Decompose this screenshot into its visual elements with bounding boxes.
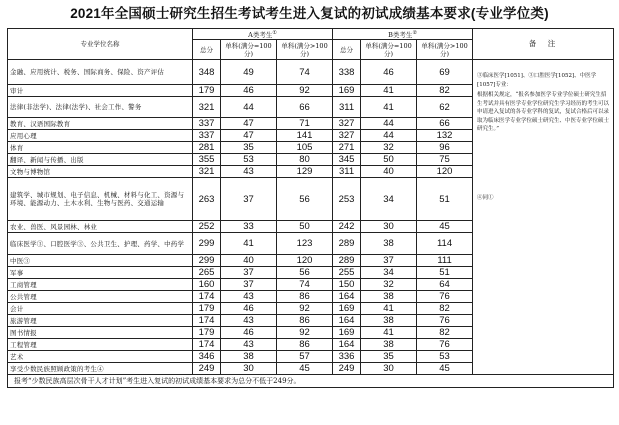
cell-b-total: 164 <box>333 291 361 303</box>
cell-b-s1: 40 <box>361 166 417 178</box>
cell-b-s1: 37 <box>361 255 417 267</box>
cell-b-s1: 41 <box>361 303 417 315</box>
cell-b-s1: 32 <box>361 279 417 291</box>
cell-a-s1: 46 <box>221 85 277 97</box>
cell-b-s1: 41 <box>361 85 417 97</box>
cell-a-s2: 92 <box>277 327 333 339</box>
cell-b-s1: 34 <box>361 178 417 221</box>
cell-a-s1: 35 <box>221 142 277 154</box>
cell-b-s2: 62 <box>417 97 473 118</box>
row-name: 会计 <box>8 303 193 315</box>
cell-a-s1: 43 <box>221 291 277 303</box>
row-name: 建筑学、城市规划、电子信息、机械、材料与化工、资源与环境、能源动力、土木水利、生物与医药、交通运输 <box>8 178 193 221</box>
cell-a-total: 299 <box>193 255 221 267</box>
cell-a-s1: 43 <box>221 315 277 327</box>
cell-b-s1: 30 <box>361 221 417 233</box>
cell-b-s2: 51 <box>417 178 473 221</box>
row-name: 享受少数民族照顾政策的考生④ <box>8 363 193 375</box>
cell-a-s1: 53 <box>221 154 277 166</box>
cell-a-s1: 43 <box>221 339 277 351</box>
cell-b-s2: 51 <box>417 267 473 279</box>
cell-a-s2: 92 <box>277 303 333 315</box>
cell-b-s2: 45 <box>417 221 473 233</box>
note-line: ④同① <box>477 194 494 201</box>
cell-b-total: 242 <box>333 221 361 233</box>
header-a-total: 总分 <box>193 40 221 60</box>
row-name: 旅游管理 <box>8 315 193 327</box>
cell-a-s1: 47 <box>221 118 277 130</box>
header-a-single-gt100: 单科(满分>100分) <box>277 40 333 60</box>
table-row <box>8 60 614 85</box>
cell-a-s1: 30 <box>221 363 277 375</box>
cell-b-s2: 82 <box>417 303 473 315</box>
cell-a-s1: 37 <box>221 279 277 291</box>
row-name: 临床医学③、口腔医学③、公共卫生、护理、药学、中药学 <box>8 233 193 255</box>
cell-b-total: 311 <box>333 97 361 118</box>
row-name: 体育 <box>8 142 193 154</box>
cell-a-total: 252 <box>193 221 221 233</box>
cell-a-s2: 71 <box>277 118 333 130</box>
cell-b-total: 336 <box>333 351 361 363</box>
cell-a-s1: 43 <box>221 166 277 178</box>
note-line: 根据相关规定，“报名参加医学专业学位硕士研究生招生考试并具有医学专业学位研究生学习经历的考生可以申请进入复试的各专业学科的复试，复试合格后可以录取为临床医学专业学位硕士研究生、中医专业学位硕士研究生。” <box>477 92 610 133</box>
cell-a-s1: 37 <box>221 178 277 221</box>
cell-b-s1: 38 <box>361 233 417 255</box>
cell-a-s1: 46 <box>221 303 277 315</box>
cell-a-s2: 74 <box>277 60 333 85</box>
cell-a-total: 355 <box>193 154 221 166</box>
cell-a-total: 174 <box>193 315 221 327</box>
cell-a-s2: 86 <box>277 291 333 303</box>
cell-b-total: 169 <box>333 85 361 97</box>
cell-a-total: 179 <box>193 327 221 339</box>
cell-b-total: 164 <box>333 339 361 351</box>
cell-b-total: 169 <box>333 303 361 315</box>
row-name: 金融、应用统计、税务、国际商务、保险、资产评估 <box>8 60 193 85</box>
cell-a-total: 174 <box>193 339 221 351</box>
cell-a-s2: 123 <box>277 233 333 255</box>
header-group-b: B类考生② <box>333 29 473 40</box>
cell-b-s1: 38 <box>361 291 417 303</box>
cell-a-total: 337 <box>193 130 221 142</box>
cell-b-s1: 38 <box>361 315 417 327</box>
row-name: 艺术 <box>8 351 193 363</box>
cell-b-total: 311 <box>333 166 361 178</box>
cell-a-total: 346 <box>193 351 221 363</box>
row-name: 军事 <box>8 267 193 279</box>
header-b-single-100: 单科(满分=100分) <box>361 40 417 60</box>
cell-a-s1: 41 <box>221 233 277 255</box>
cell-b-s1: 30 <box>361 363 417 375</box>
cell-b-total: 249 <box>333 363 361 375</box>
header-b-total: 总分 <box>333 40 361 60</box>
cell-b-s2: 64 <box>417 279 473 291</box>
cell-a-s1: 46 <box>221 327 277 339</box>
cell-a-s1: 40 <box>221 255 277 267</box>
cell-b-total: 338 <box>333 60 361 85</box>
row-name: 农业、兽医、风景园林、林业 <box>8 221 193 233</box>
cell-a-total: 263 <box>193 178 221 221</box>
cell-a-total: 174 <box>193 291 221 303</box>
cell-b-total: 345 <box>333 154 361 166</box>
row-name: 工程管理 <box>8 339 193 351</box>
header-note: 备 注 <box>473 29 614 60</box>
cell-a-total: 249 <box>193 363 221 375</box>
cell-b-s2: 76 <box>417 315 473 327</box>
cell-a-s2: 120 <box>277 255 333 267</box>
cell-a-s2: 45 <box>277 363 333 375</box>
cell-a-s1: 33 <box>221 221 277 233</box>
cell-b-s1: 50 <box>361 154 417 166</box>
cell-a-s2: 86 <box>277 315 333 327</box>
cell-a-total: 321 <box>193 166 221 178</box>
cell-b-total: 169 <box>333 327 361 339</box>
cell-b-s2: 120 <box>417 166 473 178</box>
page-title: 2021年全国硕士研究生招生考试考生进入复试的初试成绩基本要求(专业学位类) <box>70 6 549 21</box>
cell-b-s1: 32 <box>361 142 417 154</box>
cell-b-total: 327 <box>333 130 361 142</box>
row-name: 翻译、新闻与传播、出版 <box>8 154 193 166</box>
cell-b-s1: 35 <box>361 351 417 363</box>
cell-b-total: 271 <box>333 142 361 154</box>
cell-a-s2: 80 <box>277 154 333 166</box>
cell-b-s2: 111 <box>417 255 473 267</box>
header-name: 专业学位名称 <box>8 29 193 60</box>
cell-a-s2: 105 <box>277 142 333 154</box>
cell-b-s1: 41 <box>361 97 417 118</box>
cell-a-total: 160 <box>193 279 221 291</box>
cell-b-total: 327 <box>333 118 361 130</box>
row-name: 工商管理 <box>8 279 193 291</box>
cell-b-total: 164 <box>333 315 361 327</box>
cell-a-s2: 141 <box>277 130 333 142</box>
row-name: 图书情报 <box>8 327 193 339</box>
cell-a-total: 179 <box>193 85 221 97</box>
cell-b-s2: 132 <box>417 130 473 142</box>
cell-b-s2: 76 <box>417 291 473 303</box>
cell-b-s2: 45 <box>417 363 473 375</box>
header-a-single-100: 单科(满分=100分) <box>221 40 277 60</box>
cell-b-total: 255 <box>333 267 361 279</box>
cell-a-s2: 50 <box>277 221 333 233</box>
cell-a-s1: 47 <box>221 130 277 142</box>
row-name: 中医③ <box>8 255 193 267</box>
cell-a-total: 348 <box>193 60 221 85</box>
cell-a-s1: 37 <box>221 267 277 279</box>
cell-b-s2: 66 <box>417 118 473 130</box>
cell-b-total: 150 <box>333 279 361 291</box>
cell-b-s2: 75 <box>417 154 473 166</box>
cell-a-total: 299 <box>193 233 221 255</box>
cell-a-s1: 49 <box>221 60 277 85</box>
row-name: 文物与博物馆 <box>8 166 193 178</box>
cell-b-s1: 41 <box>361 327 417 339</box>
row-name: 应用心理 <box>8 130 193 142</box>
cell-a-s2: 56 <box>277 178 333 221</box>
row-name: 审计 <box>8 85 193 97</box>
cell-b-s1: 44 <box>361 118 417 130</box>
cell-b-total: 289 <box>333 233 361 255</box>
cell-b-s2: 82 <box>417 327 473 339</box>
cell-b-total: 289 <box>333 255 361 267</box>
cell-b-s1: 44 <box>361 130 417 142</box>
header-b-single-gt100: 单科(满分>100分) <box>417 40 473 60</box>
cell-b-s2: 96 <box>417 142 473 154</box>
cell-a-s1: 44 <box>221 97 277 118</box>
score-table <box>7 28 614 388</box>
cell-a-s2: 66 <box>277 97 333 118</box>
cell-b-s2: 69 <box>417 60 473 85</box>
cell-a-s2: 56 <box>277 267 333 279</box>
cell-b-s2: 53 <box>417 351 473 363</box>
note-line: ③临床医学[1051]、③口腔医学[1052]、中医学[1057]专业： <box>477 73 597 88</box>
cell-a-total: 281 <box>193 142 221 154</box>
cell-a-s2: 92 <box>277 85 333 97</box>
cell-b-s1: 46 <box>361 60 417 85</box>
cell-a-s2: 57 <box>277 351 333 363</box>
footnote: 报考“少数民族高层次骨干人才计划”考生进入复试的初试成绩基本要求为总分不低于249分。 <box>8 375 614 388</box>
notes-cell <box>473 60 614 375</box>
cell-a-total: 179 <box>193 303 221 315</box>
cell-b-total: 253 <box>333 178 361 221</box>
row-name: 法律(非法学)、法律(法学)、社会工作、警务 <box>8 97 193 118</box>
cell-b-s1: 34 <box>361 267 417 279</box>
header-group-a: A类考生① <box>193 29 333 40</box>
cell-a-s1: 38 <box>221 351 277 363</box>
cell-a-s2: 86 <box>277 339 333 351</box>
cell-a-total: 337 <box>193 118 221 130</box>
cell-b-s2: 82 <box>417 85 473 97</box>
cell-b-s2: 114 <box>417 233 473 255</box>
cell-a-total: 321 <box>193 97 221 118</box>
cell-a-total: 265 <box>193 267 221 279</box>
cell-b-s2: 76 <box>417 339 473 351</box>
cell-a-s2: 129 <box>277 166 333 178</box>
row-name: 教育、汉语国际教育 <box>8 118 193 130</box>
cell-b-s1: 38 <box>361 339 417 351</box>
row-name: 公共管理 <box>8 291 193 303</box>
cell-a-s2: 74 <box>277 279 333 291</box>
